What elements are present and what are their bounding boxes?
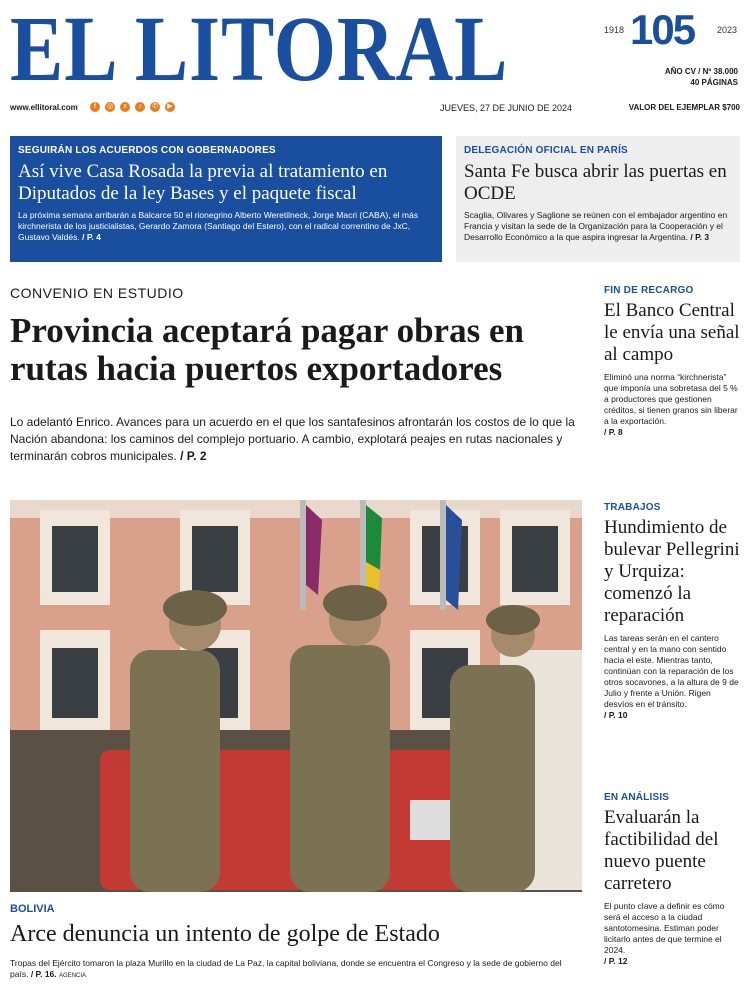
page-ref: / P. 10 [604, 710, 628, 720]
page-ref: / P. 2 [180, 449, 207, 463]
photo-credit: AGENCIA [59, 973, 87, 979]
story-kicker: EN ANÁLISIS [604, 792, 670, 803]
story-kicker: TRABAJOS [604, 502, 661, 513]
sidebar-story-bulevar[interactable] [604, 502, 740, 721]
website-link[interactable]: www.ellitoral.com [10, 103, 78, 112]
anniversary-badge [604, 8, 746, 58]
edition-info [665, 66, 738, 88]
page-ref: / P. 4 [82, 232, 101, 242]
info-bar [10, 103, 740, 117]
story-headline[interactable]: Hundimiento de bulevar Pellegrini y Urquiza: comenzó la reparación [604, 517, 740, 626]
story-text: El punto clave a definir es cómo será el acceso a la ciudad santotomesina. Estiman poder licitarlo antes de que termine el 2024. [604, 901, 725, 955]
anniversary-number: 105 [630, 6, 695, 53]
story-kicker: SEGUIRÁN LOS ACUERDOS CON GOBERNADORES [18, 145, 276, 156]
story-headline[interactable]: Así vive Casa Rosada la previa al tratamiento en Diputados de la ley Bases y el paquete fiscal [18, 161, 388, 204]
year-end: 2023 [717, 25, 738, 35]
top-left-story[interactable] [10, 136, 442, 262]
social-icons [90, 102, 175, 112]
story-text: Scaglia, Olivares y Saglione se reúnen con el embajador argentino en Francia y visitan la sede de la Organización para la Cooperación y el Desarrollo Económico a la que aspira ingresar la Argentina. / P. 3 [464, 210, 728, 242]
bolivia-kicker: BOLIVIA [10, 903, 55, 915]
bolivia-soldiers-photo [10, 500, 582, 892]
whatsapp-icon[interactable]: ✆ [150, 102, 160, 112]
lead-text: Lo adelantó Enrico. Avances para un acuerdo en el que los santafesinos afrontarán los costos de lo que la Nación abandona: los caminos del complejo portuario. A cambio, explotará peajes en rutas nacionales y terminarán cobros municipales. / P. 2 [10, 415, 575, 463]
page-ref: / P. 12 [604, 956, 628, 966]
page-ref: / P. 3 [690, 232, 710, 242]
page-ref: / P. 8 [604, 427, 623, 437]
instagram-icon[interactable]: ◎ [106, 103, 114, 110]
youtube-icon[interactable]: ▶ [165, 102, 175, 112]
bolivia-headline[interactable]: Arce denuncia un intento de golpe de Estado [10, 921, 440, 947]
issue-number: AÑO CV / Nº 38.000 [664, 67, 738, 76]
lead-kicker: CONVENIO EN ESTUDIO [10, 285, 184, 301]
tiktok-icon[interactable]: ♪ [135, 102, 145, 112]
sidebar-story-puente[interactable] [604, 792, 740, 967]
story-text: Las tareas serán en el cantero central y en la mano con sentido hacia el este. Mientras tanto, continúan con la reparación de los otros socavones, a la altura de 9 de Julio y frente a Unión. Rigen desvíos en el tránsito. [604, 633, 739, 709]
masthead-logo: EL LITORAL [10, 0, 509, 101]
issue-price: VALOR DEL EJEMPLAR $700 [628, 103, 740, 112]
issue-date: JUEVES, 27 DE JUNIO DE 2024 [440, 103, 573, 113]
photo-illustration [10, 500, 582, 892]
page-ref: / P. 16. [30, 969, 57, 979]
sidebar-story-banco-central[interactable] [604, 285, 740, 438]
story-kicker: DELEGACIÓN OFICIAL EN PARÍS [464, 145, 628, 156]
story-text: La próxima semana arribarán a Balcarce 50 el rionegrino Alberto Weretilneck, Jorge Macri (CABA), el más kirchnerista de los justicialistas, Gerardo Zamora (Santiago del Estero), con el radical correntino de JxC, Gustavo Valdés. / P. 4 [18, 210, 418, 242]
story-kicker: FIN DE RECARGO [604, 285, 694, 296]
top-right-story[interactable] [456, 136, 740, 262]
story-headline[interactable]: Evaluarán la factibilidad del nuevo puente carretero [604, 807, 719, 894]
story-text: Eliminó una norma “kirchnerista” que imponía una sobretasa del 5 % a productores que gestionen créditos, si tienen granos sin liberar a la exportación. [604, 372, 738, 426]
lead-headline[interactable]: Provincia aceptará pagar obras en rutas hacia puertos exportadores [10, 311, 524, 388]
facebook-icon[interactable]: f [90, 102, 100, 112]
bolivia-text: Tropas del Ejército tomaron la plaza Murillo en la ciudad de La Paz, la capital boliviana, donde se encuentra el Congreso y la sede de gobierno del país. / P. 16. AGENCIA [10, 958, 562, 979]
x-icon[interactable]: x [120, 102, 130, 112]
story-headline[interactable]: Santa Fe busca abrir las puertas en OCDE [464, 161, 727, 204]
page-count: 40 PÁGINAS [690, 78, 738, 87]
year-start: 1918 [604, 25, 625, 35]
story-headline[interactable]: El Banco Central le envía una señal al campo [604, 300, 740, 365]
